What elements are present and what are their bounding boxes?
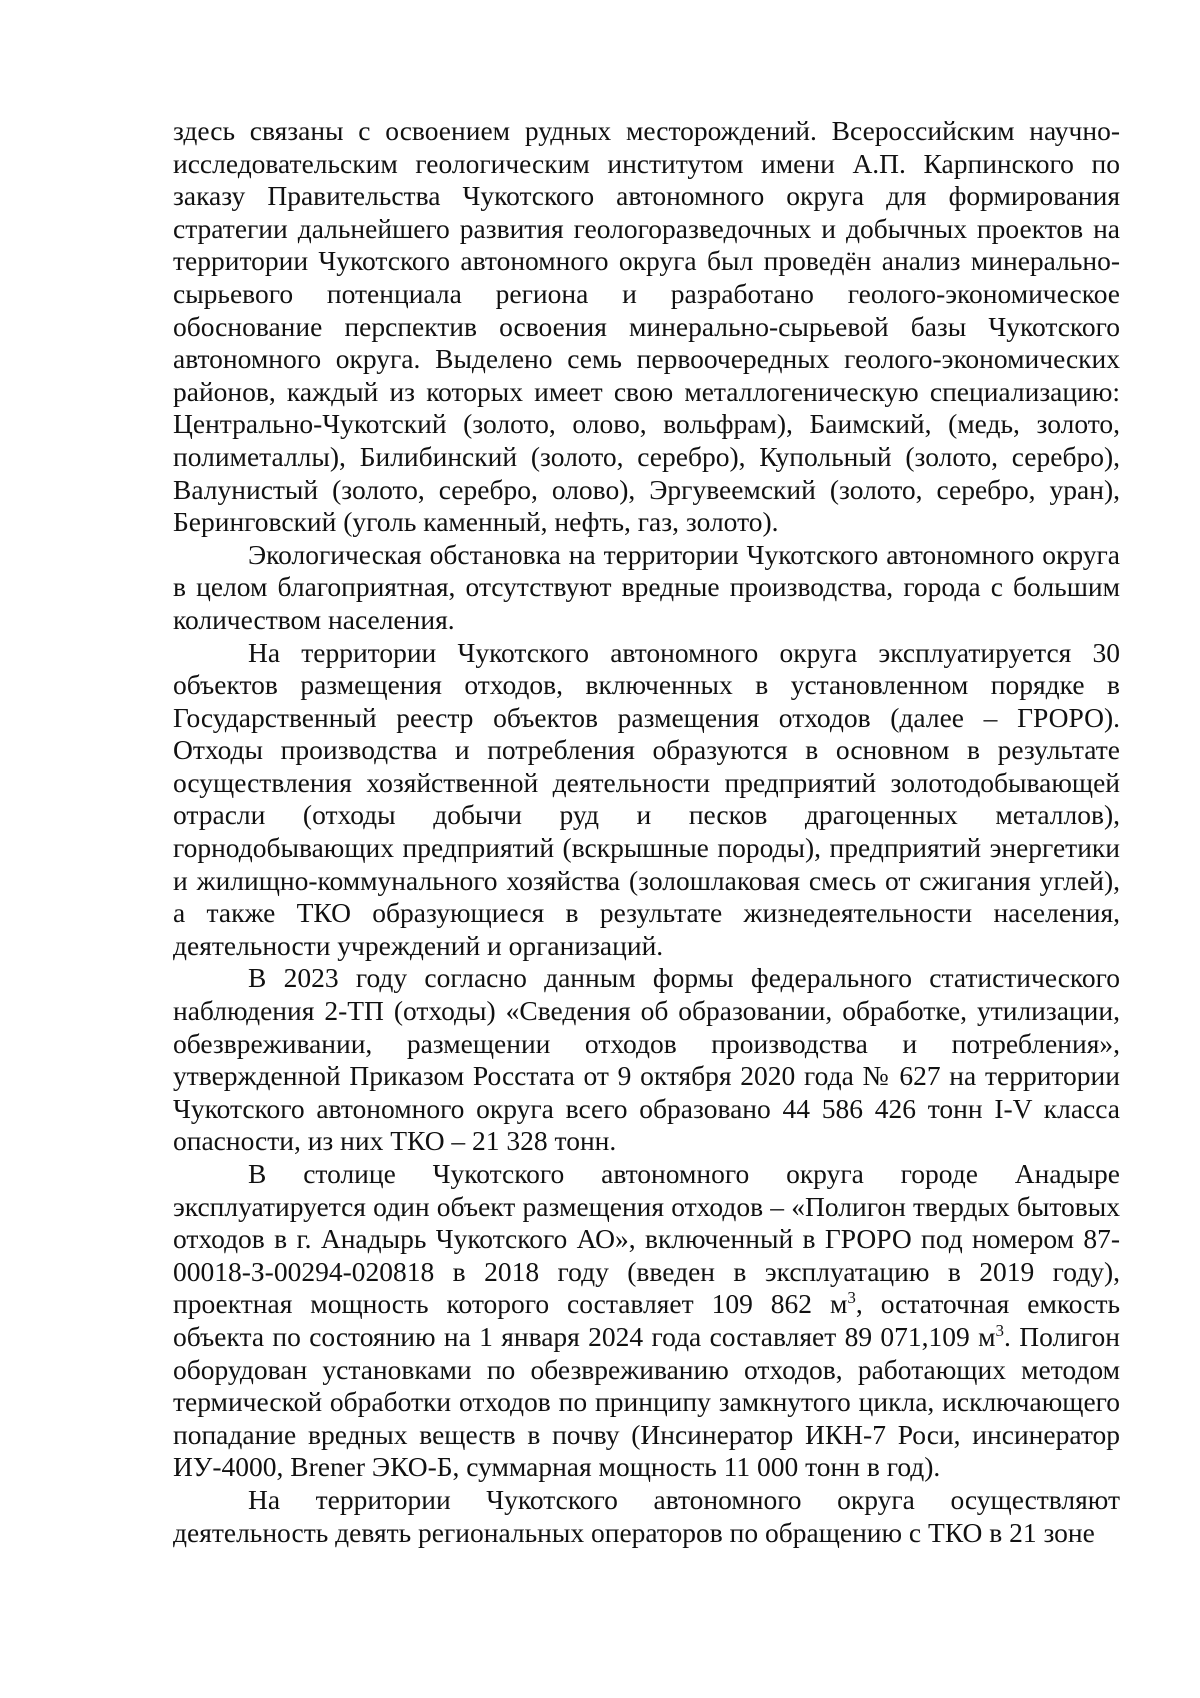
paragraph-3: На территории Чукотского автономного округа эксплуатируется 30 объектов размещения отходов, включенных в установленном порядке в Государственный реестр объектов размещения отходов (далее – ГРОРО). Отходы производства и потребления образуются в основном в результате осуществления хозяйственной деятельности предприятий золотодобывающей отрасли (отходы добычи руд и песков драгоценных металлов), горнодобывающих предприятий (вскрышные породы), предприятий энергетики и жилищно-коммунального хозяйства (золошлаковая смесь от сжигания углей), а также ТКО образующиеся в результате жизнедеятельности населения, деятельности учреждений и организаций.: [173, 636, 1120, 961]
document-body: [173, 115, 1120, 1549]
superscript-cubic-2: 3: [995, 1320, 1005, 1340]
paragraph-4: В 2023 году согласно данным формы федерального статистического наблюдения 2-ТП (отходы) «Сведения об образовании, обработке, утилизации, обезвреживании, размещении отходов производства и потребления», утвержденной Приказом Росстата от 9 октября 2020 года № 627 на территории Чукотского автономного округа всего образовано 44 586 426 тонн I-V класса опасности, из них ТКО – 21 328 тонн.: [173, 962, 1120, 1157]
paragraph-1: здесь связаны с освоением рудных месторождений. Всероссийским научно-исследовательским геологическим институтом имени А.П. Карпинского по заказу Правительства Чукотского автономного округа для формирования стратегии дальнейшего развития геологоразведочных и добычных проектов на территории Чукотского автономного округа был проведён анализ минерально-сырьевого потенциала региона и разработано геолого-экономическое обоснование перспектив освоения минерально-сырьевой базы Чукотского автономного округа. Выделено семь первоочередных геолого-экономических районов, каждый из которых имеет свою металлогеническую специализацию: Центрально-Чукотский (золото, олово, вольфрам), Баимский, (медь, золото, полиметаллы), Билибинский (золото, серебро), Купольный (золото, серебро), Валунистый (золото, серебро, олово), Эргувеемский (золото, серебро, уран), Беринговский (уголь каменный, нефть, газ, золото).: [173, 115, 1120, 538]
paragraph-2: Экологическая обстановка на территории Чукотского автономного округа в целом благоприятная, отсутствуют вредные производства, города с большим количеством населения.: [173, 538, 1120, 635]
paragraph-6: На территории Чукотского автономного округа осуществляют деятельность девять региональных операторов по обращению с ТКО в 21 зоне: [173, 1483, 1120, 1548]
paragraph-5-part-3: . Полигон оборудован установками по обезвреживанию отходов, работающих методом термической обработки отходов по принципу замкнутого цикла, исключающего попадание вредных веществ в почву (Инсинератор ИКН-7 Роси, инсинератор ИУ-4000, Brener ЭКО-Б, суммарная мощность 11 000 тонн в год).: [173, 1320, 1120, 1483]
paragraph-5-part-2: , остаточная емкость объекта по состоянию на 1 января 2024 года составляет 89 071,109 м: [173, 1288, 1121, 1352]
superscript-cubic-1: 3: [847, 1288, 856, 1308]
paragraph-5-part-1: В столице Чукотского автономного округа городе Анадыре эксплуатируется один объект размещения отходов – «Полигон твердых бытовых отходов в г. Анадырь Чукотского АО», включенный в ГРОРО под номером 87-00018-З-00294-020818 в 2018 году (введен в эксплуатацию в 2019 году), проектная мощность которого составляет 109 862 м: [173, 1158, 1120, 1320]
paragraph-5: [173, 1158, 1120, 1484]
